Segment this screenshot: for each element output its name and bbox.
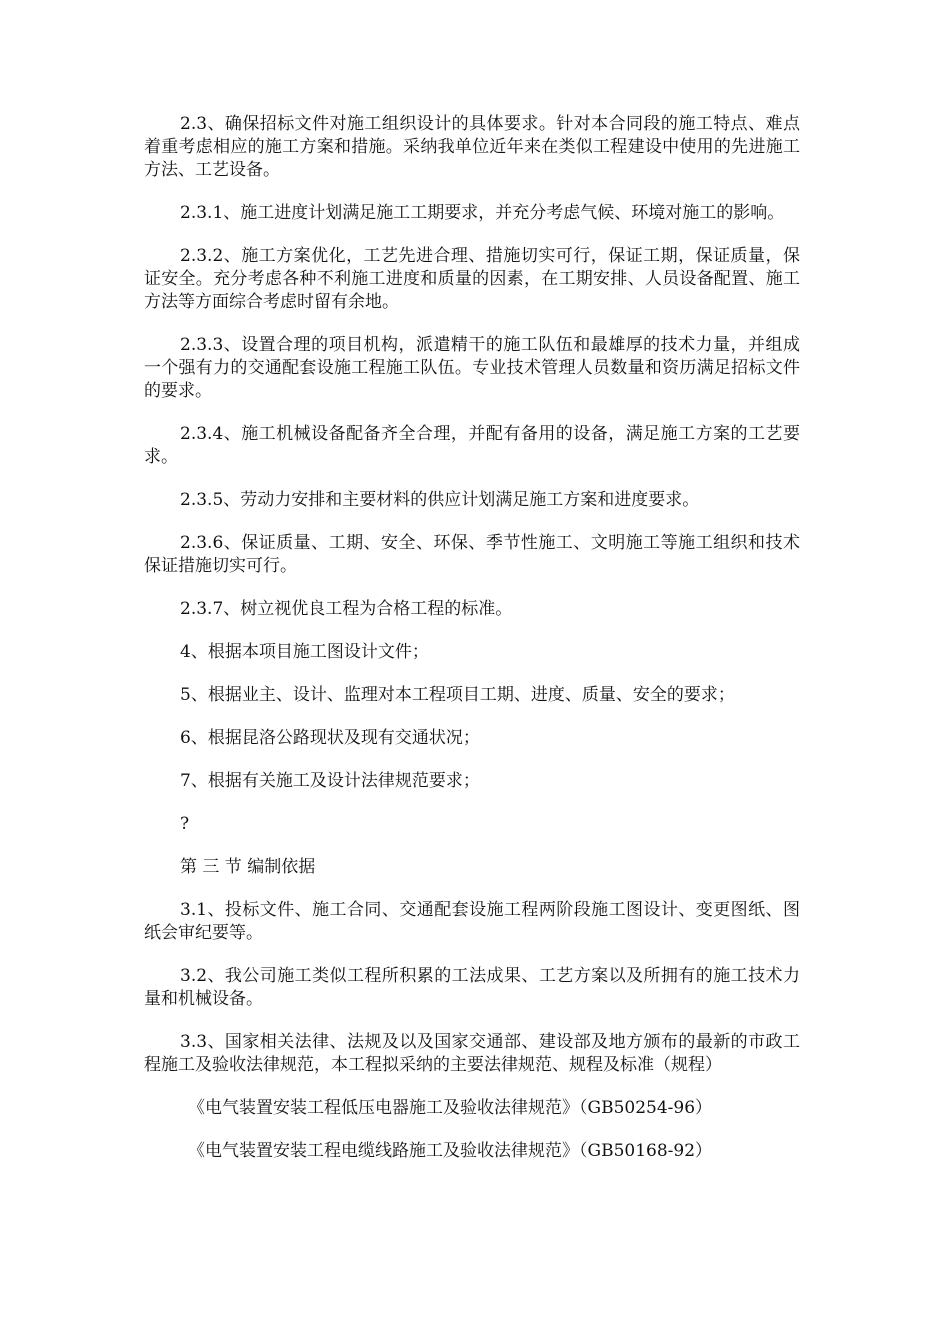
paragraph-3-1: 3.1、投标文件、施工合同、交通配套设施工程两阶段施工图设计、变更图纸、图纸会审纪要等。 [144,900,800,943]
document-body [144,113,800,1183]
reference-gb50254: 《电气装置安装工程低压电器施工及验收法律规范》（GB50254-96） [188,1098,713,1118]
paragraph-item-7: 7、根据有关施工及设计法律规范要求； [180,771,480,791]
paragraph-placeholder: ? [180,814,190,834]
paragraph-item-4: 4、根据本项目施工图设计文件； [180,642,429,662]
paragraph-3-2: 3.2、我公司施工类似工程所积累的工法成果、工艺方案以及所拥有的施工技术力量和机械设备。 [144,966,800,1009]
paragraph-item-5: 5、根据业主、设计、监理对本工程项目工期、进度、质量、安全的要求； [180,685,735,705]
paragraph-2-3-5: 2.3.5、劳动力安排和主要材料的供应计划满足施工方案和进度要求。 [180,490,700,510]
paragraph-item-6: 6、根据昆洛公路现状及现有交通状况； [180,728,480,748]
paragraph-3-3: 3.3、国家相关法律、法规及以及国家交通部、建设部及地方颁布的最新的市政工程施工及验收法律规范，本工程拟采纳的主要法律规范、规程及标准（规程） [144,1032,800,1075]
paragraph-2-3-1: 2.3.1、施工进度计划满足施工工期要求，并充分考虑气候、环境对施工的影响。 [180,203,785,223]
paragraph-2-3-3: 2.3.3、设置合理的项目机构，派遣精干的施工队伍和最雄厚的技术力量，并组成一个强有力的交通配套设施工程施工队伍。专业技术管理人员数量和资历满足招标文件的要求。 [144,335,800,401]
paragraph-2-3-4: 2.3.4、施工机械设备配备齐全合理，并配有备用的设备，满足施工方案的工艺要求。 [144,424,800,467]
paragraph-2-3-2: 2.3.2、施工方案优化，工艺先进合理、措施切实可行，保证工期，保证质量，保证安全。充分考虑各种不利施工进度和质量的因素，在工期安排、人员设备配置、施工方法等方面综合考虑时留有余地。 [144,246,800,312]
paragraph-2-3: 2.3、确保招标文件对施工组织设计的具体要求。针对本合同段的施工特点、难点着重考虑相应的施工方案和措施。采纳我单位近年来在类似工程建设中使用的先进施工方法、工艺设备。 [144,114,800,180]
reference-gb50168: 《电气装置安装工程电缆线路施工及验收法律规范》（GB50168-92） [188,1141,713,1161]
section-heading: 第 三 节 编制依据 [180,857,316,877]
paragraph-2-3-6: 2.3.6、保证质量、工期、安全、环保、季节性施工、文明施工等施工组织和技术保证措施切实可行。 [144,533,800,576]
paragraph-2-3-7: 2.3.7、树立视优良工程为合格工程的标准。 [180,599,513,619]
